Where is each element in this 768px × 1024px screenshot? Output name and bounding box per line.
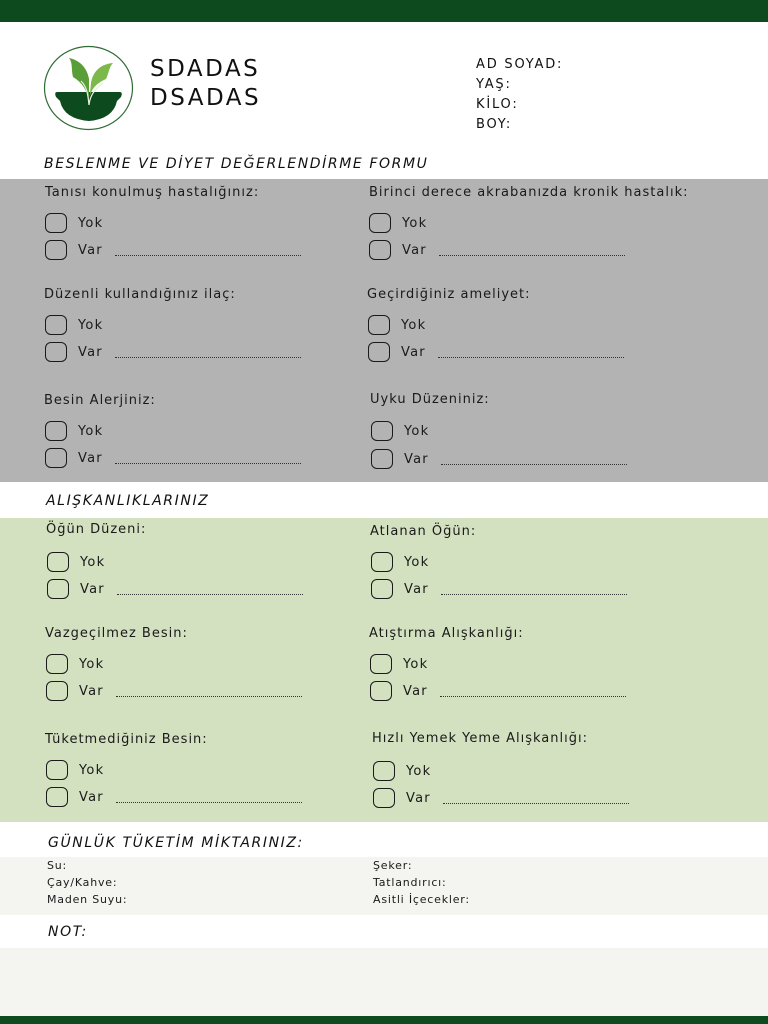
daily-consumption-title: GÜNLÜK TÜKETİM MİKTARINIZ:	[48, 835, 304, 851]
age-label: YAŞ:	[476, 77, 512, 92]
checkbox-no[interactable]	[369, 213, 391, 233]
answer-line[interactable]	[441, 594, 627, 595]
answer-line[interactable]	[443, 803, 629, 804]
checkbox-yes[interactable]	[370, 681, 392, 701]
checkbox-no[interactable]	[45, 315, 67, 335]
option-no-label: Yok	[403, 656, 429, 672]
checkbox-no[interactable]	[368, 315, 390, 335]
option-yes-label: Var	[79, 789, 104, 805]
question-label: Geçirdiğiniz ameliyet:	[367, 287, 531, 302]
answer-line[interactable]	[116, 802, 302, 803]
option-yes-label: Var	[78, 450, 103, 466]
name-label: AD SOYAD:	[476, 57, 564, 72]
checkbox-yes[interactable]	[45, 342, 67, 362]
bottom-bar	[0, 1016, 768, 1024]
brand-line-2: DSADAS	[150, 85, 262, 111]
option-row	[45, 212, 103, 234]
answer-line[interactable]	[116, 696, 302, 697]
question-label: Hızlı Yemek Yeme Alışkanlığı:	[372, 731, 588, 746]
question-label: Tüketmediğiniz Besin:	[45, 732, 208, 747]
checkbox-no[interactable]	[46, 760, 68, 780]
option-row	[369, 212, 427, 234]
option-row	[45, 239, 301, 261]
option-row	[371, 448, 627, 470]
option-yes-label: Var	[406, 790, 431, 806]
answer-line[interactable]	[117, 594, 303, 595]
option-yes-label: Var	[402, 242, 427, 258]
option-row	[45, 314, 103, 336]
top-bar	[0, 0, 768, 22]
checkbox-no[interactable]	[370, 654, 392, 674]
question-family-chronic-disease	[369, 185, 688, 200]
option-yes-label: Var	[78, 242, 103, 258]
question-sleep-pattern	[370, 392, 490, 407]
question-past-surgery	[367, 287, 531, 302]
checkbox-no[interactable]	[45, 421, 67, 441]
checkbox-yes[interactable]	[373, 788, 395, 808]
question-indispensable-food	[45, 626, 188, 641]
checkbox-no[interactable]	[46, 654, 68, 674]
checkbox-no[interactable]	[373, 761, 395, 781]
question-snacking-habit	[369, 626, 524, 641]
question-label: Öğün Düzeni:	[46, 522, 147, 537]
option-no-label: Yok	[80, 554, 106, 570]
option-no-label: Yok	[78, 317, 104, 333]
mineral-water-label: Maden Suyu:	[47, 893, 128, 906]
checkbox-no[interactable]	[47, 552, 69, 572]
option-no-label: Yok	[404, 554, 430, 570]
option-row	[370, 653, 428, 675]
option-row	[369, 239, 625, 261]
question-label: Vazgeçilmez Besin:	[45, 626, 188, 641]
checkbox-yes[interactable]	[369, 240, 391, 260]
question-avoided-food	[45, 732, 208, 747]
checkbox-yes[interactable]	[45, 240, 67, 260]
answer-line[interactable]	[115, 357, 301, 358]
answer-line[interactable]	[438, 357, 624, 358]
checkbox-no[interactable]	[45, 213, 67, 233]
question-regular-medication	[44, 287, 236, 302]
option-no-label: Yok	[404, 423, 430, 439]
leaf-bowl-icon	[43, 45, 134, 131]
note-area[interactable]	[0, 948, 768, 1016]
option-yes-label: Var	[404, 451, 429, 467]
diet-section-title: BESLENME VE DİYET DEĞERLENDİRME FORMU	[44, 156, 429, 172]
sugar-label: Şeker:	[373, 859, 413, 872]
option-row	[373, 787, 629, 809]
option-no-label: Yok	[79, 762, 105, 778]
question-label: Atlanan Öğün:	[370, 524, 477, 539]
option-yes-label: Var	[80, 581, 105, 597]
checkbox-no[interactable]	[371, 421, 393, 441]
question-label: Besin Alerjiniz:	[44, 393, 156, 408]
checkbox-yes[interactable]	[46, 681, 68, 701]
option-no-label: Yok	[406, 763, 432, 779]
weight-label: KİLO:	[476, 97, 519, 112]
option-row	[45, 341, 301, 363]
fizzy-drinks-label: Asitli İçecekler:	[373, 893, 470, 906]
option-row	[47, 578, 303, 600]
option-yes-label: Var	[79, 683, 104, 699]
checkbox-yes[interactable]	[368, 342, 390, 362]
answer-line[interactable]	[441, 464, 627, 465]
question-label: Uyku Düzeniniz:	[370, 392, 490, 407]
question-food-allergy	[44, 393, 156, 408]
option-row	[45, 420, 103, 442]
question-diagnosed-disease	[45, 185, 259, 200]
checkbox-yes[interactable]	[47, 579, 69, 599]
option-row	[368, 341, 624, 363]
option-row	[46, 786, 302, 808]
option-yes-label: Var	[78, 344, 103, 360]
consumption-left-column	[47, 857, 127, 908]
personal-info	[476, 55, 563, 135]
option-row	[46, 759, 104, 781]
consumption-right-column	[373, 857, 470, 908]
option-row	[371, 420, 429, 442]
answer-line[interactable]	[440, 696, 626, 697]
option-no-label: Yok	[401, 317, 427, 333]
option-row	[373, 760, 431, 782]
brand-line-1: SDADAS	[150, 56, 261, 82]
tea-coffee-label: Çay/Kahve:	[47, 876, 118, 889]
answer-line[interactable]	[115, 255, 301, 256]
question-meal-pattern	[46, 522, 146, 537]
option-row	[45, 447, 301, 469]
checkbox-yes[interactable]	[371, 449, 393, 469]
checkbox-no[interactable]	[371, 552, 393, 572]
checkbox-yes[interactable]	[371, 579, 393, 599]
option-yes-label: Var	[401, 344, 426, 360]
note-title: NOT:	[48, 924, 88, 940]
height-label: BOY:	[476, 117, 513, 132]
sweetener-label: Tatlandırıcı:	[373, 876, 447, 889]
option-row	[371, 578, 627, 600]
option-no-label: Yok	[79, 656, 105, 672]
question-label: Tanısı konulmuş hastalığınız:	[45, 185, 260, 200]
option-row	[368, 314, 426, 336]
habits-section-title: ALIŞKANLIKLARINIZ	[46, 493, 210, 509]
option-row	[46, 680, 302, 702]
question-label: Düzenli kullandığınız ilaç:	[44, 287, 236, 302]
option-row	[46, 653, 104, 675]
checkbox-yes[interactable]	[45, 448, 67, 468]
water-label: Su:	[47, 859, 68, 872]
answer-line[interactable]	[439, 255, 625, 256]
question-label: Birinci derece akrabanızda kronik hastalık:	[369, 185, 689, 200]
checkbox-yes[interactable]	[46, 787, 68, 807]
answer-line[interactable]	[115, 463, 301, 464]
option-row	[370, 680, 626, 702]
question-label: Atıştırma Alışkanlığı:	[369, 626, 524, 641]
option-no-label: Yok	[402, 215, 428, 231]
option-no-label: Yok	[78, 215, 104, 231]
option-yes-label: Var	[404, 581, 429, 597]
question-fast-eating-habit	[372, 731, 588, 746]
option-row	[371, 551, 429, 573]
option-yes-label: Var	[403, 683, 428, 699]
option-row	[47, 551, 105, 573]
question-skipped-meal	[370, 524, 476, 539]
option-no-label: Yok	[78, 423, 104, 439]
